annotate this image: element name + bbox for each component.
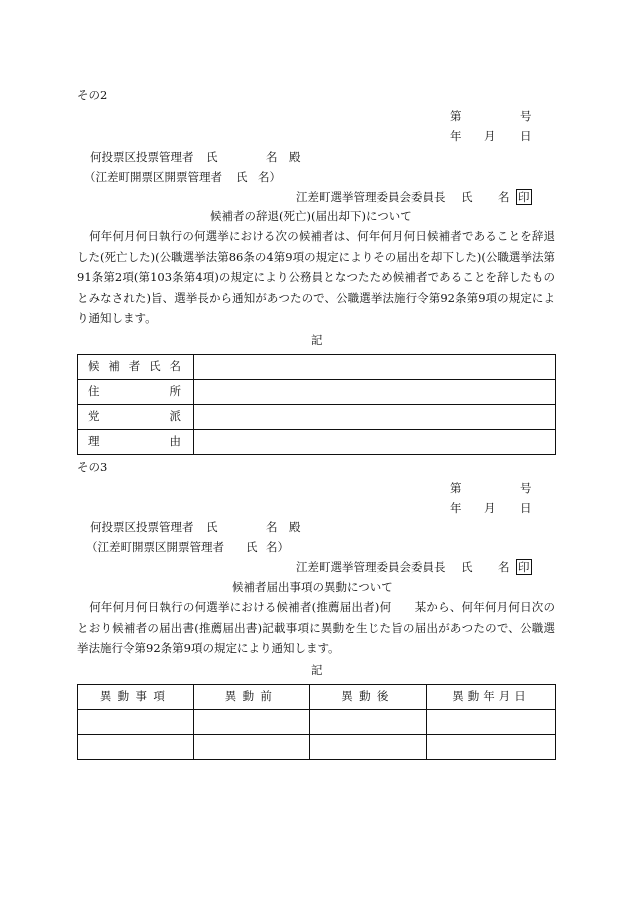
section3-date-year: 年	[450, 501, 462, 515]
section3-body-text: 何年何月何日執行の何選挙における候補者(推薦届出者)何 某から、何年何月何日次のとおり候補者の届出書(推薦届出書)記載事項に異動を生じた旨の届出があつたので、公職選挙法施行令第92条第9項の規定により通知します。	[77, 600, 555, 655]
section2-date-month: 月	[484, 129, 496, 143]
section3-addressee2-shi: 氏	[246, 540, 258, 554]
table-row	[78, 380, 556, 405]
section3-addressee2-mei: 名）	[266, 540, 289, 554]
section2-value-cell	[194, 380, 556, 405]
section2-number-dai: 第	[450, 109, 462, 123]
label-char: 住	[88, 384, 100, 399]
column-header-ido-date: 異動年月日	[427, 685, 556, 710]
section2-number-go: 号	[520, 109, 532, 123]
section2-body-text: 何年何月何日執行の何選挙における次の候補者は、何年何月何日候補者であることを辞退した(死亡した)(公職選挙法第86条の4第9項の規定によりその届出を却下した)(公職選挙法第91条第2項(第103条第4項)の規定により公務員となつたため候補者であることを辞したものとみなされた)旨、選挙長から通知があつたので、公職選挙法施行令第92条第9項の規定により通知します。	[77, 229, 555, 325]
section2-ki: 記	[311, 333, 323, 347]
section3-addressee-title: 何投票区投票管理者	[90, 520, 194, 534]
section3-number-go: 号	[520, 481, 532, 495]
section2-sender-mei: 名	[498, 190, 510, 204]
section3-table	[77, 684, 556, 760]
section2-sender-shi: 氏	[461, 190, 473, 204]
table-cell	[78, 735, 194, 760]
section3-sender-shi: 氏	[461, 560, 473, 574]
section3-ki: 記	[311, 663, 323, 677]
table-cell	[310, 735, 427, 760]
section2-heading: その2	[77, 88, 108, 102]
section2-label-cell	[78, 430, 194, 455]
table-cell	[310, 710, 427, 735]
section2-value-cell	[194, 430, 556, 455]
section2-addressee-mei: 名	[266, 150, 278, 164]
column-header-ido-go: 異動後	[310, 685, 427, 710]
section2-seal-text: 印	[518, 190, 530, 204]
section2-label-cell	[78, 405, 194, 430]
table-row	[78, 710, 556, 735]
section3-sender-mei: 名	[498, 560, 510, 574]
column-header-ido-jiko: 異動事項	[78, 685, 194, 710]
section3-sender-title: 江差町選挙管理委員会委員長	[296, 560, 446, 574]
section2-sender-title: 江差町選挙管理委員会委員長	[296, 190, 446, 204]
section2-addressee2-mei: 名）	[258, 170, 281, 184]
table-row	[78, 355, 556, 380]
section2-addressee-shi: 氏	[206, 150, 218, 164]
label-char: 者	[128, 359, 141, 374]
section2-table	[77, 354, 556, 455]
table-row	[78, 405, 556, 430]
table-cell	[194, 710, 310, 735]
section2-date-year: 年	[450, 129, 462, 143]
section3-addressee-mei: 名	[266, 520, 278, 534]
section2-value-cell	[194, 355, 556, 380]
label-char: 補	[108, 359, 120, 374]
column-header-ido-mae: 異動前	[194, 685, 310, 710]
label-char: 理	[88, 434, 100, 449]
section2-addressee-dono: 殿	[289, 150, 301, 164]
section3-subject: 候補者届出事項の異動について	[232, 580, 393, 594]
section2-label	[78, 361, 193, 373]
section3-seal-box	[516, 559, 532, 575]
label-char: 派	[169, 409, 181, 424]
section2-subject: 候補者の辞退(死亡)(届出却下)について	[210, 209, 412, 223]
section3-seal-text: 印	[518, 560, 530, 574]
table-row	[78, 430, 556, 455]
section3-number-dai: 第	[450, 481, 462, 495]
section3-date-day: 日	[520, 501, 532, 515]
section2-seal-box	[516, 189, 532, 205]
label-char: 所	[169, 384, 181, 399]
section2-value-cell	[194, 405, 556, 430]
section2-label	[78, 411, 193, 423]
section3-date-month: 月	[484, 501, 496, 515]
section3-addressee2-title: （江差町開票区開票管理者	[86, 540, 224, 554]
section2-date-day: 日	[520, 129, 532, 143]
table-header-row	[78, 685, 556, 710]
section2-label	[78, 436, 193, 448]
section3-heading: その3	[77, 460, 108, 474]
table-cell	[427, 735, 556, 760]
table-row	[78, 735, 556, 760]
section3-addressee-dono: 殿	[289, 520, 301, 534]
section2-addressee-title: 何投票区投票管理者	[90, 150, 194, 164]
section3-addressee-shi: 氏	[206, 520, 218, 534]
label-char: 由	[169, 434, 181, 449]
label-char: 党	[88, 409, 100, 424]
table-cell	[78, 710, 194, 735]
table-cell	[194, 735, 310, 760]
section2-addressee2-title: （江差町開票区開票管理者	[84, 170, 222, 184]
label-char: 名	[169, 359, 181, 374]
section2-body	[77, 226, 555, 329]
section2-label-cell	[78, 355, 194, 380]
table-cell	[427, 710, 556, 735]
section2-label-cell	[78, 380, 194, 405]
label-char: 候	[88, 359, 100, 374]
section3-body	[77, 597, 555, 659]
section2-addressee2-shi: 氏	[236, 170, 248, 184]
section2-label	[78, 386, 193, 398]
label-char: 氏	[149, 359, 161, 374]
